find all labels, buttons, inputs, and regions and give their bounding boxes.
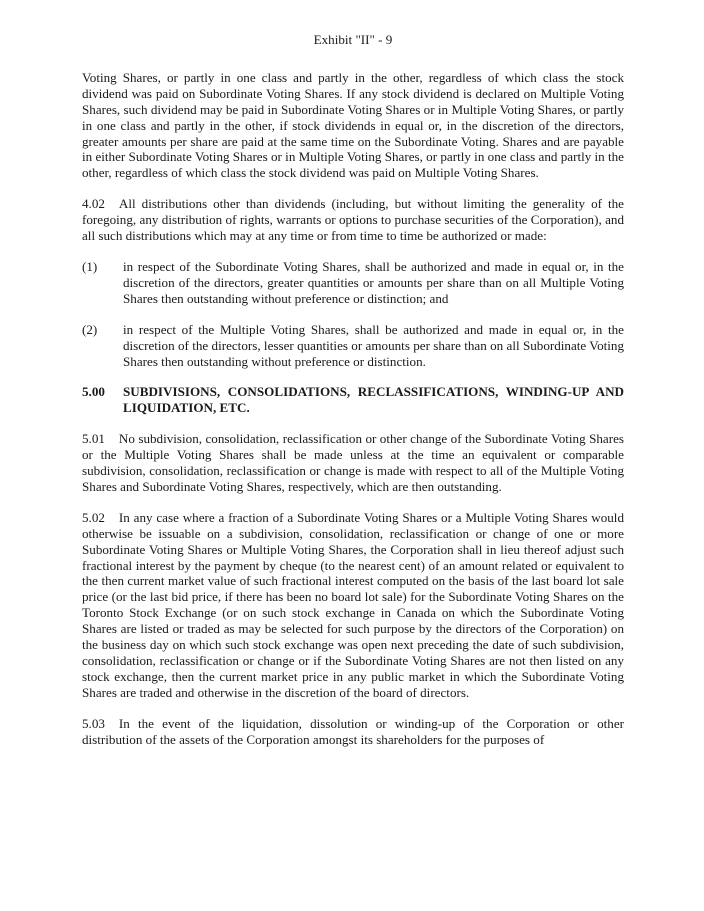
- list-item-number: (2): [82, 321, 98, 337]
- clause-4-02: [82, 196, 624, 244]
- list-item-text: in respect of the Subordinate Voting Shares, shall be authorized and made in equal or, in the discretion of the directors, greater quantities or amounts per share than on all Multiple Voting Shares then outstanding without preference or distinction; and: [123, 258, 624, 306]
- list-item-text: in respect of the Multiple Voting Shares, shall be authorized and made in equal or, in the discretion of the directors, lesser quantities or amounts per share than on all Subordinate Voting Shares then outstanding without preference or distinction.: [123, 321, 624, 369]
- continuation-paragraph: Voting Shares, or partly in one class and partly in the other, regardless of which class the stock dividend was paid on Subordinate Voting Shares. If any stock dividend is declared on Multiple Voting Shares, such dividend may be paid in Subordinate Voting Shares or in Multiple Voting Shares, or partly in one class and partly in the other, if stock dividends in equal or, in the discretion of the directors, greater amounts per share are paid at the same time on the Subordinate Voting. Shares and are payable in either Subordinate Voting Shares or in Multiple Voting Shares, or partly in one class and partly in the other, regardless of which class the stock dividend was paid on Multiple Voting Shares.: [82, 69, 624, 181]
- clause-5-01: [82, 431, 624, 495]
- clause-text: In any case where a fraction of a Subordinate Voting Shares or a Multiple Voting Shares would otherwise be issuable on a subdivision, consolidation, reclassification or change of one or more Subordinate Voting Shares or Multiple Voting Shares, the Corporation shall in lieu thereof adjust such fractional interest by the payment by cheque (to the nearest cent) of an amount related or equivalent to the then current market value of such fractional interest computed on the basis of the last board lot sale price (or the last bid price, if there has been no board lot sale) for the Subordinate Voting Shares on the Toronto Stock Exchange (or on such stock exchange in Canada on which the Subordinate Voting Shares are listed or traded as may be selected for such purpose by the directors of the Corporation) on the business day on which such stock exchange was open next preceding the date of such subdivision, consolidation, reclassification or change or if the Subordinate Voting Shares are not then listed on any stock exchange, then the current market price in any public market in which the Subordinate Voting Shares are traded and otherwise in the discretion of the board of directors.: [82, 509, 624, 700]
- page-header: Exhibit "II" - 9: [313, 32, 393, 47]
- list-item: [82, 322, 624, 370]
- list-item-number: (1): [82, 258, 98, 274]
- clause-5-02: [82, 510, 624, 701]
- clause-text: No subdivision, consolidation, reclassification or other change of the Subordinate Voting Shares or the Multiple Voting Shares shall be made unless at the time an equivalent or comparable subdivision, consolidation, reclassification or change is made with respect to all of the Multiple Voting Shares and Subordinate Voting Shares, respectively, which are then outstanding.: [82, 431, 624, 494]
- clause-number: 5.03: [82, 715, 105, 731]
- clause-5-03: [82, 716, 624, 748]
- clause-number: 5.02: [82, 509, 105, 525]
- clause-number: 5.01: [82, 431, 105, 447]
- list-item: [82, 259, 624, 307]
- clause-text: All distributions other than dividends (including, but without limiting the generality of the foregoing, any distribution of rights, warrants or options to purchase securities of the Corporation), and all such distributions which may at any time or from time to time be authorized or made:: [82, 196, 624, 244]
- section-title: SUBDIVISIONS, CONSOLIDATIONS, RECLASSIFICATIONS, WINDING-UP AND LIQUIDATION, ETC.: [123, 384, 624, 416]
- section-number: 5.00: [82, 384, 105, 400]
- section-heading: [82, 384, 624, 416]
- clause-text: In the event of the liquidation, dissolution or winding-up of the Corporation or other distribution of the assets of the Corporation amongst its shareholders for the purposes of: [82, 715, 624, 747]
- clause-number: 4.02: [82, 196, 105, 212]
